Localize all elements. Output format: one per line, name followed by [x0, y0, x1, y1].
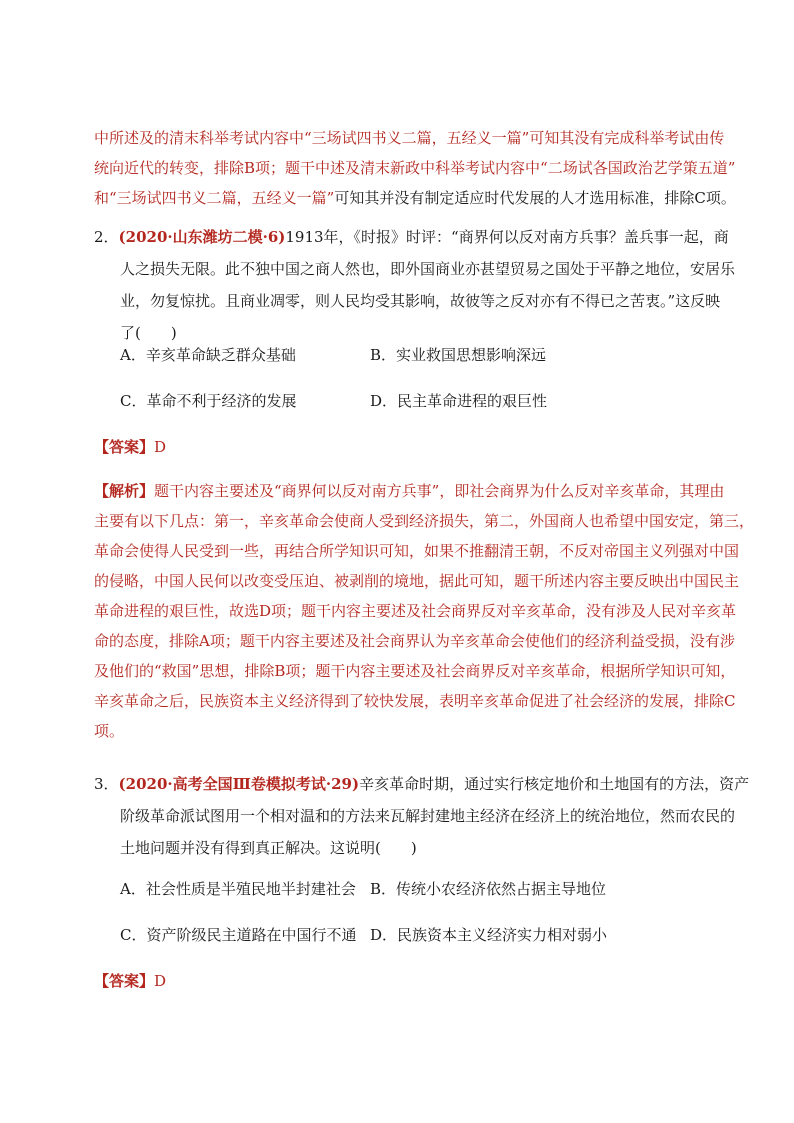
q2-analysis-line-2: 主要有以下几点：第一，辛亥革命会使商人受到经济损失，第二，外国商人也希望中国安定，第三，: [94, 512, 755, 530]
q2-option-c[interactable]: C．革命不利于经济的发展: [120, 392, 297, 410]
intro-line-2: 统向近代的转变，排除B项；题干中述及清末新政中科举考试内容中“二场试各国政治艺学策五道”: [94, 159, 736, 177]
q3-source: (2020·高考全国Ⅲ卷模拟考试·29): [118, 775, 360, 793]
q3-line-1: [94, 768, 750, 800]
q2-analysis-line-8: 辛亥革命之后，民族资本主义经济得到了较快发展，表明辛亥革命促进了社会经济的发展，排除C: [94, 692, 736, 710]
intro-line-1: 中所述及的清末科举考试内容中“三场试四书义二篇，五经义一篇”可知其没有完成科举考试由传: [94, 129, 725, 147]
q2-answer: [94, 432, 714, 462]
question-3: [94, 768, 750, 864]
q3-option-d[interactable]: D．民族资本主义经济实力相对弱小: [370, 926, 608, 944]
q3-option-a[interactable]: A．社会性质是半殖民地半封建社会: [120, 880, 356, 898]
q2-analysis-line-6: 命的态度，排除A项；题干内容主要述及社会商界认为辛亥革命会使他们的经济利益受损，没有涉: [94, 632, 735, 650]
intro-paragraph: [94, 123, 736, 213]
q3-answer-line: [94, 966, 714, 996]
q2-analysis-line-5: 革命进程的艰巨性，故选D项；题干内容主要述及社会商界反对辛亥革命，没有涉及人民对辛亥革: [94, 602, 737, 620]
q2-analysis-line-3: 革命会使得人民受到一些，再结合所学知识可知，如果不推翻清王朝，不反对帝国主义列强对中国: [94, 542, 740, 560]
q3-line-2: 阶级革命派试图用一个相对温和的方法来瓦解封建地主经济在经济上的统治地位，然而农民的: [120, 807, 736, 825]
q3-option-c[interactable]: C．资产阶级民主道路在中国行不通: [120, 926, 357, 944]
q3-number: 3．: [94, 775, 119, 793]
q2-number: 2．: [94, 228, 119, 246]
intro-line-3-rest: 可知其并没有制定适应时代发展的人才选用标准，排除C项。: [334, 189, 736, 207]
intro-line-3: [94, 183, 736, 213]
q2-analysis-line-4: 的侵略，中国人民何以改变受压迫、被剥削的境地，据此可知，题干所述内容主要反映出中国民主: [94, 572, 740, 590]
q3-answer: [94, 966, 714, 996]
q2-answer-line: [94, 432, 714, 462]
q2-analysis-line-9: 项。: [94, 722, 125, 740]
q2-analysis-line-1: [94, 476, 725, 506]
q3-answer-value: D: [154, 972, 167, 990]
q2-option-b[interactable]: B．实业救国思想影响深远: [370, 346, 547, 364]
q2-analysis-label: 【解析】: [94, 482, 155, 500]
q3-line-1-rest: 辛亥革命时期，通过实行核定地价和土地国有的方法，资产: [359, 775, 750, 793]
q2-line-1: [94, 221, 729, 253]
q2-analysis-text-1: 题干内容主要述及“商界何以反对南方兵事”，即社会商界为什么反对辛亥革命，其理由: [154, 482, 725, 500]
q2-analysis: [94, 476, 755, 746]
intro-quote: 和“三场试四书义二篇，五经义一篇”: [94, 189, 335, 207]
q3-answer-label: 【答案】: [94, 972, 155, 990]
q2-source: (2020·山东潍坊二模·6): [118, 228, 286, 246]
q2-line-1-rest: 1913年，《时报》时评：“商界何以反对南方兵事？盖兵事一起，商: [285, 228, 729, 246]
q2-line-4: 了( ): [120, 324, 177, 342]
q2-option-a[interactable]: A．辛亥革命缺乏群众基础: [120, 346, 296, 364]
q2-line-3: 业，勿复惊扰。且商业凋零，则人民均受其影响，故彼等之反对亦有不得已之苦衷。”这反映: [120, 292, 721, 310]
q2-analysis-line-7: 及他们的“救国”思想，排除B项；题干内容主要述及社会商界反对辛亥革命，根据所学知识可知，: [94, 662, 736, 680]
q2-answer-label: 【答案】: [94, 438, 155, 456]
q3-line-3: 土地问题并没有得到真正解决。这说明( ): [120, 839, 417, 857]
question-2: [94, 221, 736, 349]
q2-option-d[interactable]: D．民主革命进程的艰巨性: [370, 392, 548, 410]
q2-answer-value: D: [154, 438, 167, 456]
q3-option-b[interactable]: B．传统小农经济依然占据主导地位: [370, 880, 607, 898]
q2-line-2: 人之损失无限。此不独中国之商人然也，即外国商业亦甚望贸易之国处于平静之地位，安居乐: [120, 260, 736, 278]
